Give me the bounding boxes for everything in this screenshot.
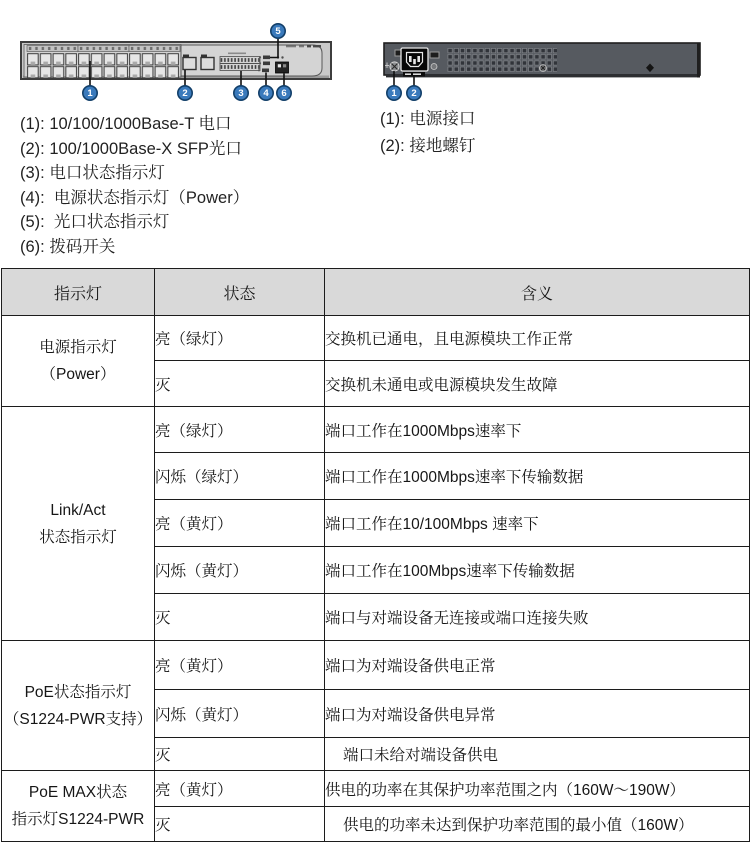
meaning-cell: 端口工作在1000Mbps速率下 xyxy=(325,407,750,453)
front-panel-legend xyxy=(20,112,249,260)
svg-text:3: 3 xyxy=(238,88,244,100)
callout-front-4 xyxy=(259,86,273,100)
legend-item: (1): 10/100/1000Base-T 电口 xyxy=(20,115,232,133)
indicator-line: （Power） xyxy=(40,366,116,383)
meaning-cell: 端口为对端设备供电异常 xyxy=(325,690,750,738)
meaning-cell: 供电的功率未达到保护功率范围的最小值（160W） xyxy=(325,807,750,842)
device-diagram xyxy=(0,0,750,106)
table-row xyxy=(2,407,750,453)
svg-text:2: 2 xyxy=(182,88,188,100)
indicator-line: PoE状态指示灯 xyxy=(24,683,132,701)
svg-text:1: 1 xyxy=(391,88,397,100)
meaning-cell: 交换机未通电或电源模块发生故障 xyxy=(325,361,750,407)
meaning-cell: 交换机已通电，且电源模块工作正常 xyxy=(325,316,750,361)
table-row xyxy=(2,641,750,690)
rear-panel-legend xyxy=(380,106,475,159)
port-block-3 xyxy=(129,53,180,79)
led-status-table xyxy=(1,268,750,842)
rear-panel-image xyxy=(384,43,700,100)
indicator-line: 电源指示灯 xyxy=(39,339,117,356)
indicator-cell-power xyxy=(2,316,155,407)
svg-text:4: 4 xyxy=(263,88,269,100)
svg-text:1: 1 xyxy=(87,88,93,100)
meaning-cell: 端口与对端设备无连接或端口连接失败 xyxy=(325,594,750,641)
state-cell: 亮（黄灯） xyxy=(155,500,325,547)
screw-small xyxy=(431,64,437,70)
state-cell: 灭 xyxy=(155,361,325,407)
indicator-line: PoE MAX状态 xyxy=(28,784,128,801)
meaning-cell: 端口为对端设备供电正常 xyxy=(325,641,750,690)
table-row xyxy=(2,316,750,361)
state-cell: 亮（绿灯） xyxy=(155,407,325,453)
callout-front-2 xyxy=(178,86,192,100)
indicator-cell-poe xyxy=(2,641,155,771)
state-cell: 灭 xyxy=(155,594,325,641)
legend-item: (6): 拨码开关 xyxy=(20,237,116,256)
legend-item: (5): 光口状态指示灯 xyxy=(20,213,170,232)
legend-item: (1): 电源接口 xyxy=(380,110,476,128)
meaning-cell: 端口工作在1000Mbps速率下传输数据 xyxy=(325,453,750,500)
indicator-line: 指示灯S1224-PWR xyxy=(11,811,145,828)
callout-rear-2 xyxy=(407,86,421,100)
table-header-row xyxy=(2,269,750,316)
state-cell: 闪烁（绿灯） xyxy=(155,453,325,500)
indicator-cell-linkact xyxy=(2,407,155,641)
header-indicator: 指示灯 xyxy=(2,269,155,316)
legend-item: (2): 100/1000Base-X SFP光口 xyxy=(20,139,242,158)
latch-2 xyxy=(430,52,439,58)
front-panel-image xyxy=(21,24,331,100)
indicator-cell-poemax xyxy=(2,771,155,842)
meaning-cell: 端口工作在100Mbps速率下传输数据 xyxy=(325,547,750,594)
state-cell: 亮（绿灯） xyxy=(155,316,325,361)
rj45-ports-group xyxy=(24,45,181,79)
meaning-cell: 端口工作在10/100Mbps 速率下 xyxy=(325,500,750,547)
callout-front-1 xyxy=(83,86,97,100)
indicator-line: 状态指示灯 xyxy=(39,528,117,546)
svg-text:5: 5 xyxy=(275,26,281,38)
state-cell: 灭 xyxy=(155,738,325,771)
legend-item: (2): 接地螺钉 xyxy=(380,136,476,155)
state-cell: 闪烁（黄灯） xyxy=(155,547,325,594)
state-cell: 亮（黄灯） xyxy=(155,771,325,807)
meaning-cell: 供电的功率在其保护功率范围之内（160W～190W） xyxy=(325,771,750,807)
legend-item: (4): 电源状态指示灯（Power） xyxy=(20,188,250,207)
svg-text:2: 2 xyxy=(411,88,417,100)
callout-front-3 xyxy=(234,86,248,100)
svg-text:6: 6 xyxy=(281,88,287,100)
legend-item: (3): 电口状态指示灯 xyxy=(20,164,165,183)
header-state: 状态 xyxy=(155,269,325,316)
indicator-line: Link/Act xyxy=(50,501,106,519)
callout-rear-1 xyxy=(387,86,401,100)
header-meaning: 含义 xyxy=(325,269,750,316)
state-cell: 灭 xyxy=(155,807,325,842)
status-leds xyxy=(258,56,270,73)
power-inlet xyxy=(401,48,428,76)
port-block-1 xyxy=(27,53,78,79)
port-block-2 xyxy=(78,53,129,79)
callout-front-6 xyxy=(277,86,291,100)
state-cell: 闪烁（黄灯） xyxy=(155,690,325,738)
callout-front-5 xyxy=(271,24,285,38)
indicator-line: （S1224-PWR支持） xyxy=(3,710,153,728)
table-row xyxy=(2,771,750,807)
meaning-cell: 端口未给对端设备供电 xyxy=(325,738,750,771)
state-cell: 亮（黄灯） xyxy=(155,641,325,690)
